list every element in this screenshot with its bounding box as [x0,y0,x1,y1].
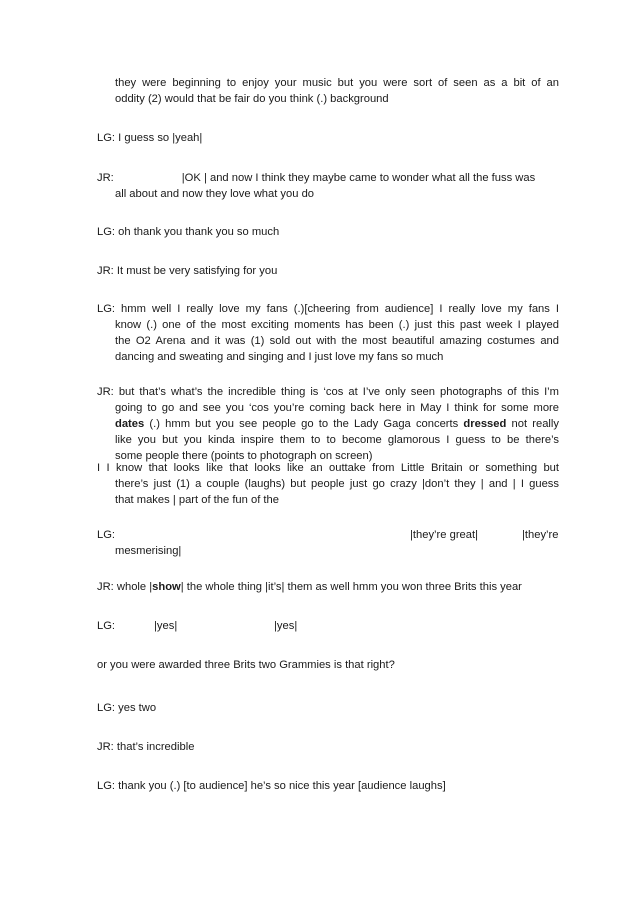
text-line: LG: oh thank you thank you so much [97,226,280,238]
text-line [97,170,559,186]
transcript-paragraph [97,778,559,794]
transcript-paragraph [97,384,559,464]
utterance-text: (.) hmm but you see people go to the Lady Gaga concerts [144,418,464,430]
speaker-label: LG: [97,529,116,541]
text-line: there’s just (1) a couple (laughs) but people just go crazy |don’t they | and | I guess [115,478,559,490]
emphasis-text: dates [115,418,145,430]
text-line: the O2 Arena and it was (1) sold out with the most beautiful amazing costumes and [115,335,559,347]
text-line: or you were awarded three Brits two Grammies is that right? [97,659,395,671]
emphasis-text: dressed [463,418,507,430]
overlap-text: |yes| [274,620,298,632]
overlap-text: |they’re [522,529,559,541]
transcript-paragraph [97,579,559,595]
transcript-paragraph [97,657,559,673]
text-line: some people there (points to photograph on screen) [115,450,373,462]
text-line: going to go and see you ‘cos you’re coming back here in May I think for some more [115,402,559,414]
transcript-paragraph [97,301,559,365]
text-line: JR: It must be very satisfying for you [97,265,278,277]
text-line [97,416,559,432]
transcript-paragraph [97,527,559,559]
text-line: LG: hmm well I really love my fans (.)[cheering from audience] I really love my fans I [97,303,559,315]
overlap-text: |yes| [154,620,178,632]
text-line: they were beginning to enjoy your music but you were sort of seen as a bit of an [115,77,559,89]
text-line: oddity (2) would that be fair do you think (.) background [115,93,389,105]
text-line: JR: that’s incredible [97,741,195,753]
text-line: I I know that looks like that looks like an outtake from Little Britain or something but [97,462,559,474]
text-line: all about and now they love what you do [115,188,315,200]
emphasis-text: show [152,581,181,593]
text-line: like you but you kinda inspire them to to become glamorous I guess to be there’s [115,434,559,446]
utterance-text: | the whole thing |it’s| them as well hmm you won three Brits this year [180,581,522,593]
transcript-paragraph [97,170,559,202]
text-line [97,579,559,595]
text-line: LG: thank you (.) [to audience] he’s so nice this year [audience laughs] [97,780,446,792]
speaker-label: LG: [97,620,116,632]
utterance-text: |OK | and now I think they maybe came to wonder what all the fuss was [181,172,536,184]
text-line: know (.) one of the most exciting moments has been (.) just this past week I played [115,319,559,331]
text-line: mesmerising| [115,545,182,557]
speaker-label: JR: [97,172,114,184]
transcript-paragraph [97,739,559,755]
transcript-paragraph [97,130,559,146]
text-line: that makes | part of the fun of the [115,494,279,506]
transcript-paragraph [97,700,559,716]
text-line: LG: I guess so |yeah| [97,132,203,144]
transcript-paragraph [97,263,559,279]
utterance-text: JR: whole | [97,581,153,593]
text-line [97,618,559,634]
transcript-paragraph [115,75,559,107]
transcript-paragraph [97,460,559,508]
text-line [97,527,559,543]
transcript-paragraph [97,224,559,240]
text-line: JR: but that’s what’s the incredible thing is ‘cos at I’ve only seen photographs of this I’m [97,386,559,398]
utterance-text: not really [506,418,559,430]
text-line: dancing and sweating and singing and I just love my fans so much [115,351,444,363]
text-line: LG: yes two [97,702,157,714]
transcript-paragraph [97,618,559,634]
overlap-text: |they’re great| [410,529,478,541]
